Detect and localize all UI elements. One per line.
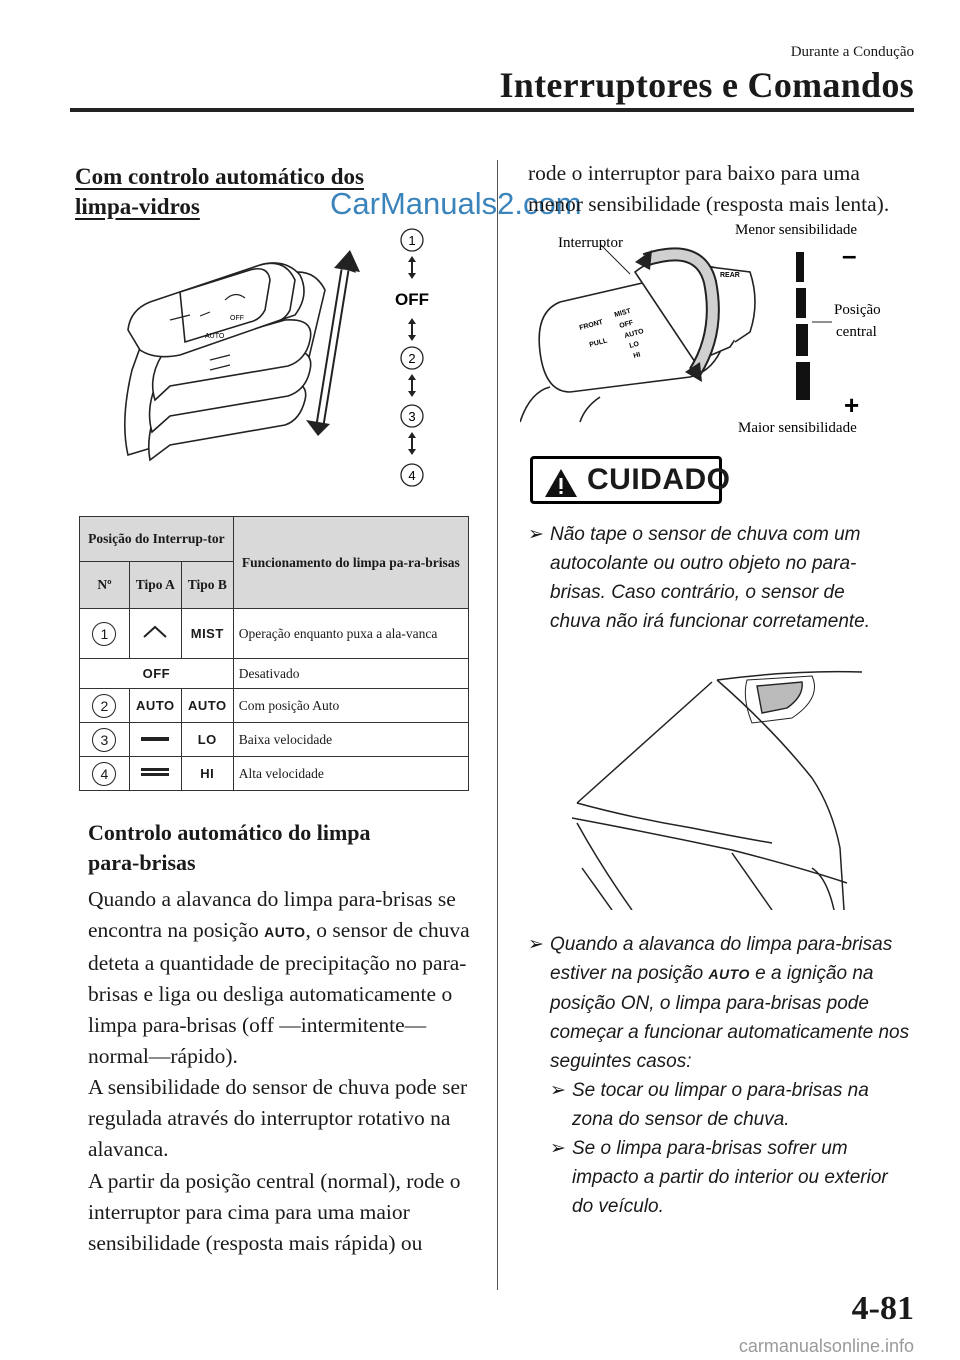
- warning-icon: [543, 467, 579, 499]
- row-number: 2: [92, 694, 116, 718]
- windshield-sensor-figure: [572, 668, 862, 910]
- row-type-a-label: AUTO: [129, 689, 181, 723]
- col-header-type-b: Tipo B: [181, 562, 233, 609]
- caution-text-2: [528, 930, 914, 1076]
- double-bar-icon: [129, 757, 181, 791]
- table-row: [80, 689, 469, 723]
- svg-text:PULL: PULL: [588, 337, 609, 349]
- row-function: Com posição Auto: [233, 689, 468, 723]
- caution-item-1: [528, 520, 898, 636]
- single-bar-icon: [129, 723, 181, 757]
- paragraph-sensitivity: A sensibilidade do sensor de chuva pode ser regulada através do interruptor rotativo na alavanca.: [88, 1075, 468, 1161]
- pos-2-label: 2: [408, 351, 416, 366]
- arrow-bullet-icon: ➢: [528, 934, 544, 955]
- para1-text-a: Quando a alavanca do limpa para-brisas se encontra na posição: [88, 887, 456, 942]
- column-divider: [497, 160, 498, 1290]
- pos-off-label: OFF: [395, 290, 429, 309]
- subitem-text-1: Se tocar ou limpar o para-brisas na zona do sensor de chuva.: [572, 1080, 869, 1130]
- sensitivity-switch-figure: [520, 222, 910, 442]
- svg-text:OFF: OFF: [618, 319, 635, 330]
- caution-subitem-1: [550, 1076, 914, 1134]
- row-type-b-label: HI: [181, 757, 233, 791]
- label-less-sensitivity: Menor sensibilidade: [735, 222, 858, 238]
- caution2-text-a: Quando a alavanca do limpa para-brisas estiver na posição: [550, 934, 893, 984]
- paragraph-auto-sensor: [88, 884, 478, 1072]
- caution2-text-b: e a ignição na posição ON, o limpa para-brisas pode começar a funcionar automaticamente nos seguintes casos:: [550, 963, 910, 1072]
- col-header-no: Nº: [80, 562, 130, 609]
- row-number: 1: [92, 622, 116, 646]
- arrow-bullet-icon: ➢: [528, 524, 544, 545]
- pos-3-label: 3: [408, 409, 416, 424]
- para1-text-b: , o sensor de chuva deteta a quantidade de precipitação no para-brisas e liga ou desliga automaticamente o limpa para-brisas (off —intermitente—normal—rápido).: [88, 918, 470, 1068]
- svg-text:FRONT: FRONT: [578, 318, 604, 332]
- subitem-text-2: Se o limpa para-brisas sofrer um impacto a partir do interior ou exterior do veículo.: [572, 1138, 888, 1217]
- plus-sign: +: [844, 390, 860, 420]
- pos-4-label: 4: [408, 468, 416, 483]
- pos-1-label: 1: [408, 233, 416, 248]
- svg-text:HI: HI: [632, 351, 642, 360]
- caution-box: [530, 456, 731, 504]
- col-header-type-a: Tipo A: [129, 562, 181, 609]
- heading-line-2: limpa-vidros: [75, 194, 200, 219]
- row-function: Baixa velocidade: [233, 723, 468, 757]
- col-header-position: Posição do Interrup-tor: [80, 517, 234, 562]
- subheading-auto-control: [88, 818, 371, 878]
- row-function: Alta velocidade: [233, 757, 468, 791]
- auto-symbol: AUTO: [708, 966, 750, 982]
- row-off-label: OFF: [80, 659, 234, 689]
- arrow-bullet-icon: ➢: [550, 1138, 566, 1159]
- row-number: 4: [92, 762, 116, 786]
- wiper-lever-figure: [110, 220, 440, 500]
- table-row: [80, 659, 469, 689]
- chapter-title: Interruptores e Comandos: [499, 65, 914, 105]
- table-row: [80, 757, 469, 791]
- header-rule: [70, 108, 914, 112]
- page-number: 4-81: [851, 1290, 914, 1327]
- col-header-function: Funcionamento do limpa pa-ra-brisas: [233, 517, 468, 609]
- svg-text:AUTO: AUTO: [623, 328, 645, 340]
- svg-text:LO: LO: [628, 340, 640, 350]
- row-type-b-label: LO: [181, 723, 233, 757]
- label-center-2: central: [836, 324, 877, 340]
- label-switch: Interruptor: [558, 235, 623, 251]
- caution-subitem-2: [550, 1134, 914, 1221]
- table-row: [80, 723, 469, 757]
- minus-sign: –: [842, 240, 857, 270]
- subheading-line-2: para-brisas: [88, 850, 196, 875]
- watermark-text: CarManuals2.com: [330, 186, 582, 221]
- caution-item-2: [528, 930, 914, 1076]
- section-title: Durante a Condução: [790, 44, 914, 60]
- arrow-bullet-icon: ➢: [550, 1080, 566, 1101]
- row-function: Desativado: [233, 659, 468, 689]
- caution-text-1: Não tape o sensor de chuva com um autocolante ou outro objeto no para-brisas. Caso contrário, o sensor de chuva não irá funcionar corretamente.: [550, 524, 871, 632]
- footer-watermark: carmanualsonline.info: [738, 1336, 914, 1356]
- auto-symbol: AUTO: [264, 924, 306, 940]
- wiper-pull-icon: [129, 609, 181, 659]
- label-center-1: Posição: [834, 302, 881, 318]
- row-number: 3: [92, 728, 116, 752]
- label-more-sensitivity: Maior sensibilidade: [738, 420, 857, 436]
- caution-label: CUIDADO: [587, 463, 731, 496]
- heading-line-1: Com controlo automático dos: [75, 164, 364, 189]
- row-function: Operação enquanto puxa a ala-vanca: [233, 609, 468, 659]
- wiper-positions-table: [79, 516, 469, 791]
- heading-auto-wipers: [75, 162, 364, 222]
- svg-text:OFF: OFF: [230, 315, 244, 322]
- svg-text:REAR: REAR: [720, 272, 740, 279]
- paragraph-rotate-down: rode o interruptor para baixo para uma menor sensibilidade (resposta mais lenta).: [528, 161, 890, 216]
- row-type-b-label: AUTO: [181, 689, 233, 723]
- svg-text:AUTO: AUTO: [205, 333, 225, 340]
- subheading-line-1: Controlo automático do limpa: [88, 820, 371, 845]
- svg-text:MIST: MIST: [613, 307, 632, 319]
- paragraph-rotate-up: A partir da posição central (normal), rode o interruptor para cima para uma maior sensibilidade (resposta mais rápida) ou: [88, 1169, 461, 1255]
- table-row: [80, 609, 469, 659]
- row-type-b-label: MIST: [181, 609, 233, 659]
